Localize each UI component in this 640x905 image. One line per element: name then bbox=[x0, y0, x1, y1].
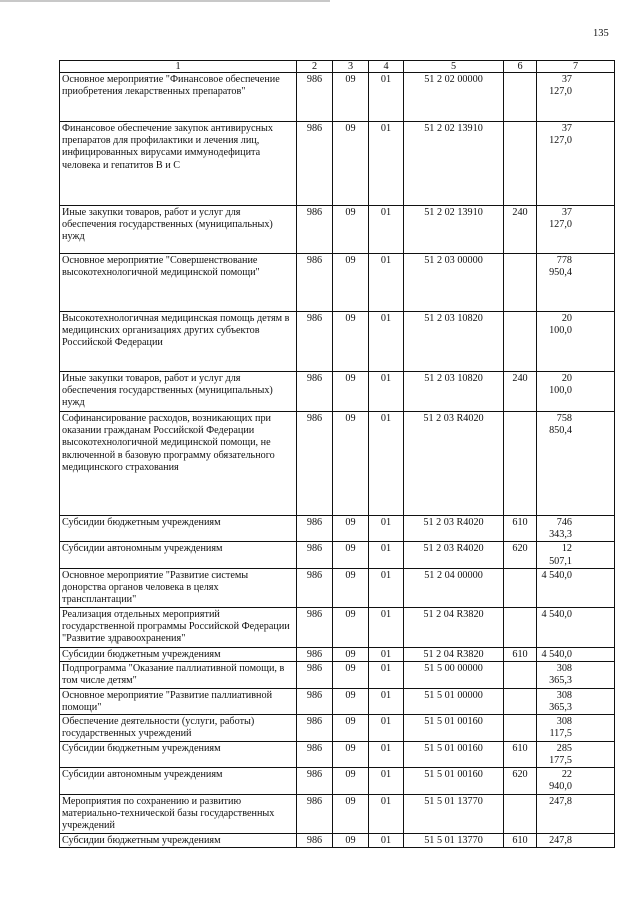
row-c6-cell bbox=[504, 254, 537, 312]
row-name-cell: Обеспечение деятельности (услуги, работы) государственных учреждений bbox=[60, 715, 297, 741]
header-cell: 1 bbox=[60, 61, 297, 73]
row-c4-cell: 01 bbox=[369, 372, 404, 412]
row-name-cell: Основное мероприятие "Развитие паллиативной помощи" bbox=[60, 688, 297, 714]
table-row bbox=[60, 206, 615, 254]
row-c3-cell: 09 bbox=[333, 73, 369, 122]
row-c7-cell: 285 177,5 bbox=[537, 741, 615, 767]
row-c6-cell: 240 bbox=[504, 372, 537, 412]
row-name-cell: Основное мероприятие "Финансовое обеспечение приобретения лекарственных препаратов" bbox=[60, 73, 297, 122]
table-row bbox=[60, 741, 615, 767]
table-row bbox=[60, 412, 615, 516]
row-name-cell: Высокотехнологичная медицинская помощь детям в медицинских организациях других субъектов Российской Федерации bbox=[60, 312, 297, 372]
table-row bbox=[60, 516, 615, 542]
row-c3-cell: 09 bbox=[333, 412, 369, 516]
row-c5-cell: 51 2 03 R4020 bbox=[404, 412, 504, 516]
row-c7-cell: 308 365,3 bbox=[537, 688, 615, 714]
row-c2-cell: 986 bbox=[297, 607, 333, 647]
row-c6-cell: 610 bbox=[504, 741, 537, 767]
row-c3-cell: 09 bbox=[333, 568, 369, 607]
row-c4-cell: 01 bbox=[369, 206, 404, 254]
row-c5-cell: 51 5 01 00160 bbox=[404, 741, 504, 767]
row-c3-cell: 09 bbox=[333, 794, 369, 833]
row-name-cell: Субсидии автономным учреждениям bbox=[60, 542, 297, 568]
row-c5-cell: 51 2 04 R3820 bbox=[404, 647, 504, 661]
row-c3-cell: 09 bbox=[333, 206, 369, 254]
row-c7-cell: 4 540,0 bbox=[537, 647, 615, 661]
row-c4-cell: 01 bbox=[369, 607, 404, 647]
table-row bbox=[60, 715, 615, 741]
row-c5-cell: 51 5 01 00160 bbox=[404, 768, 504, 794]
table-row bbox=[60, 372, 615, 412]
row-c3-cell: 09 bbox=[333, 833, 369, 847]
row-c6-cell bbox=[504, 412, 537, 516]
row-c5-cell: 51 2 03 00000 bbox=[404, 254, 504, 312]
row-c4-cell: 01 bbox=[369, 254, 404, 312]
row-c5-cell: 51 5 01 00000 bbox=[404, 688, 504, 714]
row-c7-cell: 20 100,0 bbox=[537, 312, 615, 372]
row-c2-cell: 986 bbox=[297, 647, 333, 661]
row-c4-cell: 01 bbox=[369, 122, 404, 206]
row-c2-cell: 986 bbox=[297, 833, 333, 847]
row-c6-cell: 620 bbox=[504, 768, 537, 794]
table-row bbox=[60, 312, 615, 372]
header-cell: 7 bbox=[537, 61, 615, 73]
row-c4-cell: 01 bbox=[369, 662, 404, 688]
table-row bbox=[60, 568, 615, 607]
row-c6-cell bbox=[504, 688, 537, 714]
table-row bbox=[60, 647, 615, 661]
row-name-cell: Основное мероприятие "Совершенствование высокотехнологичной медицинской помощи" bbox=[60, 254, 297, 312]
header-cell: 4 bbox=[369, 61, 404, 73]
row-c5-cell: 51 2 04 00000 bbox=[404, 568, 504, 607]
table-row bbox=[60, 768, 615, 794]
row-c4-cell: 01 bbox=[369, 312, 404, 372]
row-c4-cell: 01 bbox=[369, 73, 404, 122]
table-row bbox=[60, 254, 615, 312]
row-c6-cell bbox=[504, 568, 537, 607]
row-c7-cell: 37 127,0 bbox=[537, 122, 615, 206]
row-c4-cell: 01 bbox=[369, 715, 404, 741]
table-row bbox=[60, 122, 615, 206]
row-c3-cell: 09 bbox=[333, 312, 369, 372]
row-c5-cell: 51 5 00 00000 bbox=[404, 662, 504, 688]
table-row bbox=[60, 794, 615, 833]
row-c3-cell: 09 bbox=[333, 647, 369, 661]
row-c6-cell bbox=[504, 122, 537, 206]
row-c4-cell: 01 bbox=[369, 516, 404, 542]
row-c7-cell: 308 365,3 bbox=[537, 662, 615, 688]
row-c7-cell: 4 540,0 bbox=[537, 568, 615, 607]
row-c6-cell: 620 bbox=[504, 542, 537, 568]
header-cell: 6 bbox=[504, 61, 537, 73]
table-row bbox=[60, 688, 615, 714]
row-name-cell: Субсидии бюджетным учреждениям bbox=[60, 647, 297, 661]
row-c7-cell: 20 100,0 bbox=[537, 372, 615, 412]
table-row bbox=[60, 833, 615, 847]
row-c6-cell: 240 bbox=[504, 206, 537, 254]
row-c3-cell: 09 bbox=[333, 768, 369, 794]
row-name-cell: Реализация отдельных мероприятий государственной программы Российской Федерации "Развитие здравоохранения" bbox=[60, 607, 297, 647]
row-c4-cell: 01 bbox=[369, 647, 404, 661]
row-c6-cell bbox=[504, 607, 537, 647]
row-c7-cell: 758 850,4 bbox=[537, 412, 615, 516]
row-c2-cell: 986 bbox=[297, 254, 333, 312]
row-c6-cell bbox=[504, 312, 537, 372]
row-c4-cell: 01 bbox=[369, 794, 404, 833]
row-c2-cell: 986 bbox=[297, 568, 333, 607]
row-c3-cell: 09 bbox=[333, 372, 369, 412]
row-c4-cell: 01 bbox=[369, 833, 404, 847]
row-name-cell: Субсидии бюджетным учреждениям bbox=[60, 741, 297, 767]
row-c6-cell: 610 bbox=[504, 647, 537, 661]
row-c4-cell: 01 bbox=[369, 412, 404, 516]
row-c5-cell: 51 5 01 13770 bbox=[404, 794, 504, 833]
row-c4-cell: 01 bbox=[369, 741, 404, 767]
row-c2-cell: 986 bbox=[297, 312, 333, 372]
row-c6-cell bbox=[504, 794, 537, 833]
row-name-cell: Софинансирование расходов, возникающих при оказании гражданам Российской Федерации высокотехнологичной медицинской помощи, не включенной в базовую программу обязательного медицинского страхования bbox=[60, 412, 297, 516]
row-name-cell: Финансовое обеспечение закупок антивирусных препаратов для профилактики и лечения лиц, инфицированных вирусами иммунодефицита человека и гепатитов В и С bbox=[60, 122, 297, 206]
row-c2-cell: 986 bbox=[297, 794, 333, 833]
row-c3-cell: 09 bbox=[333, 254, 369, 312]
row-c7-cell: 247,8 bbox=[537, 794, 615, 833]
top-edge-line bbox=[0, 0, 330, 2]
row-c3-cell: 09 bbox=[333, 688, 369, 714]
row-c6-cell bbox=[504, 73, 537, 122]
row-c7-cell: 308 117,5 bbox=[537, 715, 615, 741]
header-cell: 5 bbox=[404, 61, 504, 73]
row-c5-cell: 51 2 03 10820 bbox=[404, 372, 504, 412]
row-c2-cell: 986 bbox=[297, 372, 333, 412]
row-c5-cell: 51 2 02 13910 bbox=[404, 122, 504, 206]
row-c6-cell bbox=[504, 662, 537, 688]
row-c6-cell bbox=[504, 715, 537, 741]
table-row bbox=[60, 662, 615, 688]
row-c5-cell: 51 2 02 00000 bbox=[404, 73, 504, 122]
table-row bbox=[60, 542, 615, 568]
row-name-cell: Субсидии автономным учреждениям bbox=[60, 768, 297, 794]
table-row bbox=[60, 73, 615, 122]
row-c2-cell: 986 bbox=[297, 542, 333, 568]
row-c4-cell: 01 bbox=[369, 542, 404, 568]
header-cell: 3 bbox=[333, 61, 369, 73]
row-c2-cell: 986 bbox=[297, 206, 333, 254]
row-c4-cell: 01 bbox=[369, 568, 404, 607]
row-name-cell: Субсидии бюджетным учреждениям bbox=[60, 833, 297, 847]
row-name-cell: Основное мероприятие "Развитие системы донорства органов человека в целях трансплантации" bbox=[60, 568, 297, 607]
row-c7-cell: 4 540,0 bbox=[537, 607, 615, 647]
row-c3-cell: 09 bbox=[333, 516, 369, 542]
row-c2-cell: 986 bbox=[297, 715, 333, 741]
row-name-cell: Субсидии бюджетным учреждениям bbox=[60, 516, 297, 542]
row-c3-cell: 09 bbox=[333, 542, 369, 568]
row-c2-cell: 986 bbox=[297, 412, 333, 516]
row-name-cell: Подпрограмма "Оказание паллиативной помощи, в том числе детям" bbox=[60, 662, 297, 688]
row-c7-cell: 37 127,0 bbox=[537, 73, 615, 122]
row-c5-cell: 51 2 03 R4020 bbox=[404, 542, 504, 568]
row-c3-cell: 09 bbox=[333, 715, 369, 741]
row-c7-cell: 12 507,1 bbox=[537, 542, 615, 568]
row-c7-cell: 247,8 bbox=[537, 833, 615, 847]
row-c3-cell: 09 bbox=[333, 741, 369, 767]
row-c5-cell: 51 2 03 R4020 bbox=[404, 516, 504, 542]
row-name-cell: Мероприятия по сохранению и развитию материально-технической базы государственных учреждений bbox=[60, 794, 297, 833]
page-number: 135 bbox=[593, 28, 609, 39]
row-c2-cell: 986 bbox=[297, 516, 333, 542]
row-c6-cell: 610 bbox=[504, 833, 537, 847]
row-c4-cell: 01 bbox=[369, 768, 404, 794]
row-c7-cell: 778 950,4 bbox=[537, 254, 615, 312]
row-c5-cell: 51 2 02 13910 bbox=[404, 206, 504, 254]
row-c3-cell: 09 bbox=[333, 607, 369, 647]
row-c2-cell: 986 bbox=[297, 741, 333, 767]
row-c3-cell: 09 bbox=[333, 122, 369, 206]
row-c6-cell: 610 bbox=[504, 516, 537, 542]
row-c3-cell: 09 bbox=[333, 662, 369, 688]
row-c2-cell: 986 bbox=[297, 73, 333, 122]
row-c7-cell: 37 127,0 bbox=[537, 206, 615, 254]
header-cell: 2 bbox=[297, 61, 333, 73]
row-c5-cell: 51 5 01 13770 bbox=[404, 833, 504, 847]
row-name-cell: Иные закупки товаров, работ и услуг для обеспечения государственных (муниципальных) нужд bbox=[60, 206, 297, 254]
row-c7-cell: 746 343,3 bbox=[537, 516, 615, 542]
row-c2-cell: 986 bbox=[297, 688, 333, 714]
row-c2-cell: 986 bbox=[297, 768, 333, 794]
row-c2-cell: 986 bbox=[297, 122, 333, 206]
row-c4-cell: 01 bbox=[369, 688, 404, 714]
header-row bbox=[60, 61, 615, 73]
row-name-cell: Иные закупки товаров, работ и услуг для обеспечения государственных (муниципальных) нужд bbox=[60, 372, 297, 412]
table-row bbox=[60, 607, 615, 647]
row-c5-cell: 51 5 01 00160 bbox=[404, 715, 504, 741]
row-c5-cell: 51 2 03 10820 bbox=[404, 312, 504, 372]
budget-table bbox=[59, 60, 615, 848]
row-c2-cell: 986 bbox=[297, 662, 333, 688]
row-c7-cell: 22 940,0 bbox=[537, 768, 615, 794]
row-c5-cell: 51 2 04 R3820 bbox=[404, 607, 504, 647]
